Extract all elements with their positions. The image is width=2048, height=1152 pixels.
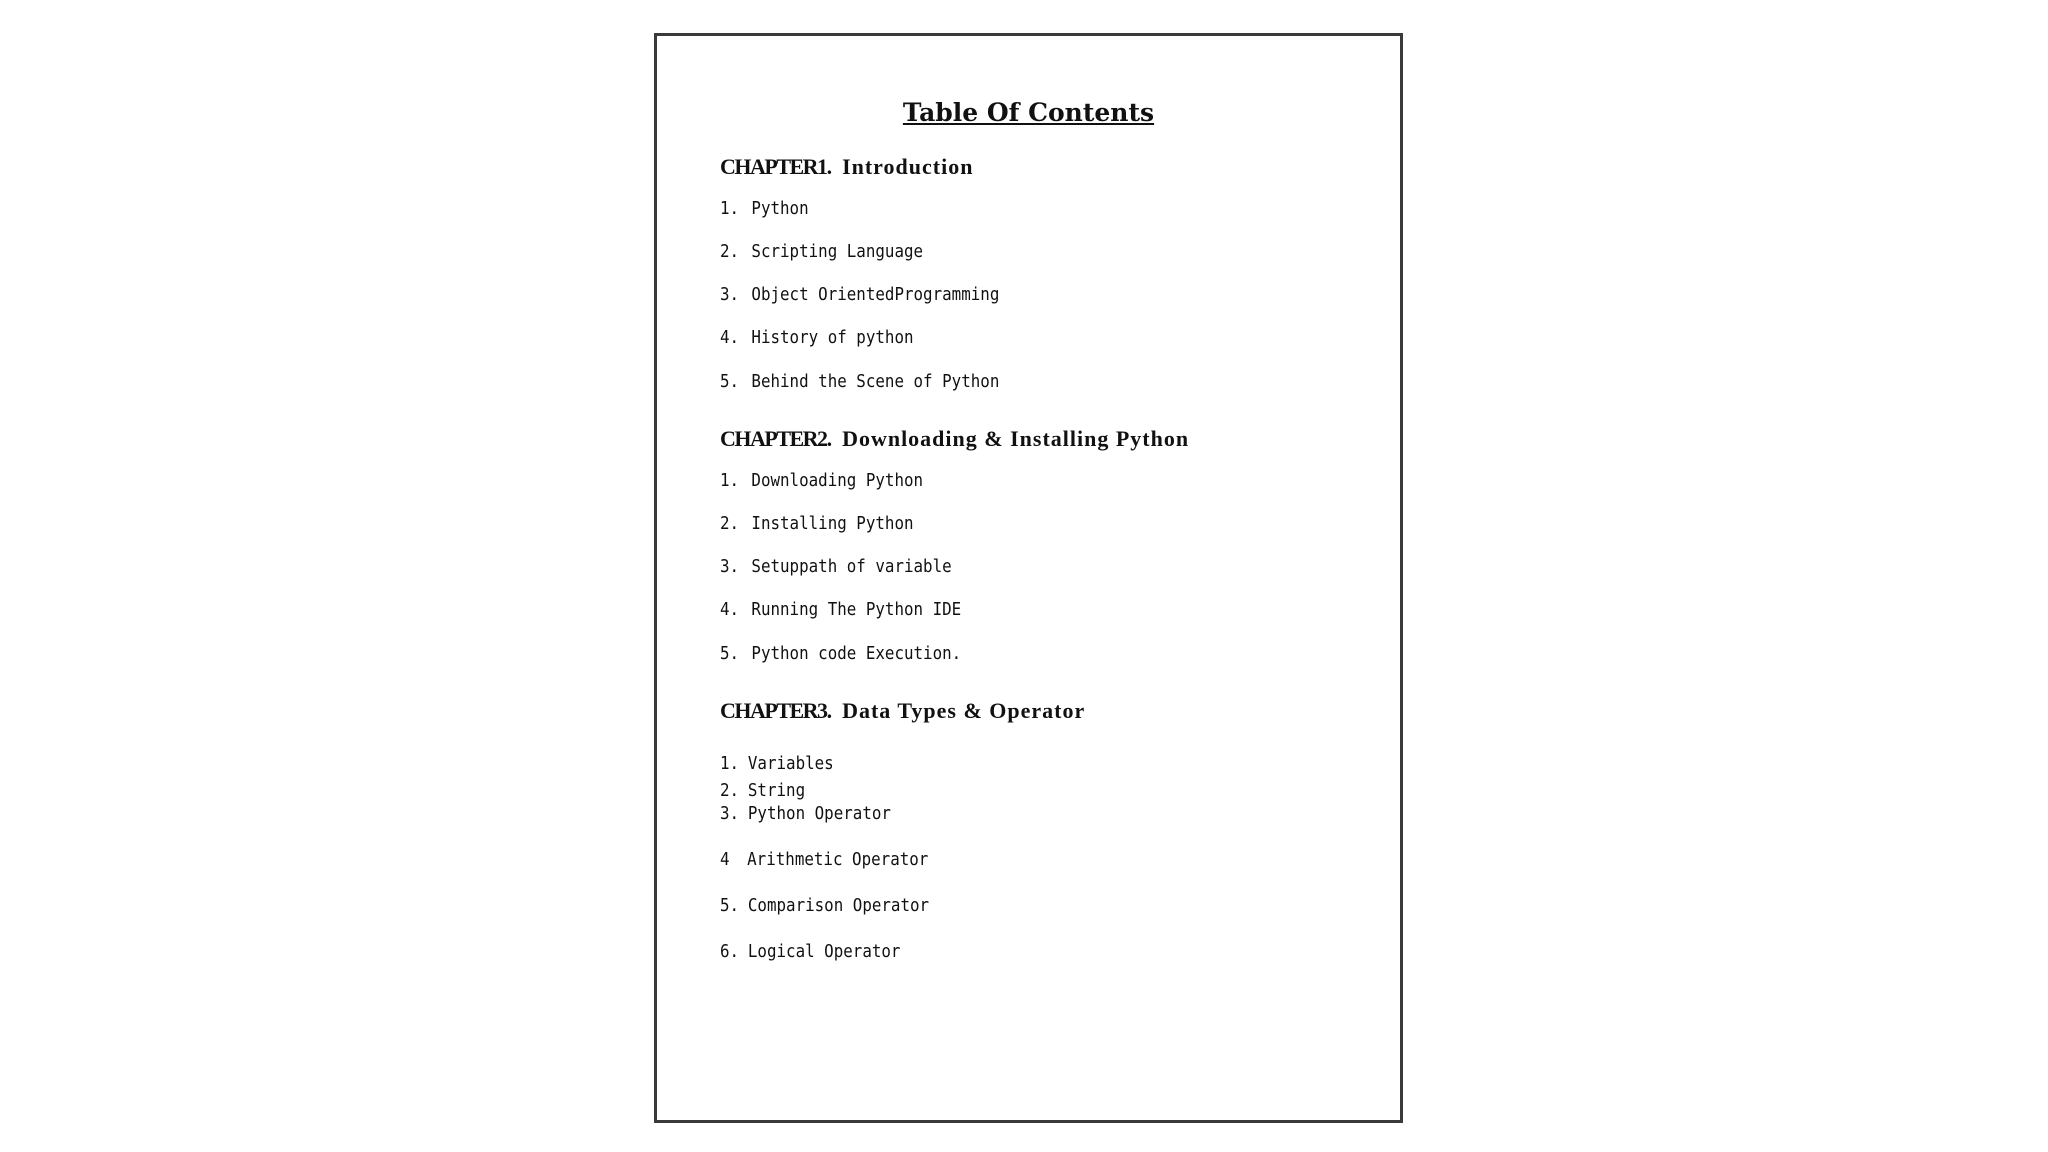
- toc-item-text: Behind the Scene of Python: [751, 371, 1000, 392]
- toc-item: [720, 941, 900, 962]
- toc-item-number: 5.: [720, 371, 740, 392]
- toc-item: [720, 643, 961, 664]
- toc-item-text: Downloading Python: [751, 470, 924, 491]
- toc-item-number: 1.: [720, 753, 740, 774]
- toc-item: [720, 803, 891, 824]
- toc-item: [720, 327, 914, 348]
- toc-item-text: Running The Python IDE: [751, 599, 962, 620]
- toc-item-text: Comparison Operator: [747, 895, 930, 916]
- toc-item-text: Object OrientedProgramming: [751, 284, 1000, 305]
- chapter-separator: .: [826, 154, 833, 179]
- chapter-heading-3: [720, 698, 1085, 724]
- toc-item-number: 5.: [720, 643, 740, 664]
- toc-item: [720, 284, 999, 305]
- toc-item-number: 3.: [720, 556, 740, 577]
- chapter-label: CHAPTER2: [720, 426, 827, 451]
- toc-item-number: 2.: [720, 241, 740, 262]
- toc-item-text: Setuppath of variable: [751, 556, 952, 577]
- toc-item-text: Installing Python: [751, 513, 914, 534]
- toc-item-text: Logical Operator: [747, 941, 901, 962]
- chapter-name: Introduction: [842, 154, 974, 179]
- chapter-separator: .: [826, 698, 833, 723]
- chapter-label: CHAPTER1: [720, 154, 827, 179]
- toc-item-number: 5.: [720, 895, 740, 916]
- toc-item-number: 4.: [720, 327, 740, 348]
- chapter-separator: .: [826, 426, 833, 451]
- toc-item-number: 4.: [720, 599, 740, 620]
- toc-item-number: 2.: [720, 780, 740, 801]
- chapter-heading-1: [720, 154, 973, 180]
- toc-item: [720, 241, 923, 262]
- toc-item: [720, 849, 928, 870]
- chapter-heading-2: [720, 426, 1189, 452]
- toc-item-number: 1.: [720, 198, 740, 219]
- toc-item-text: Python code Execution.: [751, 643, 962, 664]
- chapter-label: CHAPTER3: [720, 698, 827, 723]
- toc-item: [720, 198, 809, 219]
- chapter-name: Data Types & Operator: [842, 698, 1086, 723]
- toc-item: [720, 371, 999, 392]
- document-page: [654, 33, 1403, 1123]
- toc-item: [720, 780, 805, 801]
- toc-item-number: 3.: [720, 803, 740, 824]
- toc-item-text: Variables: [747, 753, 834, 774]
- toc-item-number: 2.: [720, 513, 740, 534]
- toc-item-text: History of python: [751, 327, 914, 348]
- toc-item-number: 6.: [720, 941, 740, 962]
- toc-item: [720, 895, 929, 916]
- toc-item-number: 4: [720, 849, 730, 870]
- toc-item: [720, 753, 834, 774]
- toc-item-text: Python: [751, 198, 809, 219]
- chapter-name: Downloading & Installing Python: [842, 426, 1190, 451]
- toc-item: [720, 470, 923, 491]
- toc-item: [720, 556, 952, 577]
- toc-item: [720, 599, 961, 620]
- toc-item: [720, 513, 914, 534]
- toc-item-text: Python Operator: [747, 803, 891, 824]
- toc-item-text: Scripting Language: [751, 241, 924, 262]
- toc-title: Table Of Contents: [902, 98, 1155, 127]
- toc-item-number: 3.: [720, 284, 740, 305]
- toc-item-text: String: [747, 780, 806, 801]
- toc-item-number: 1.: [720, 470, 740, 491]
- toc-item-text: Arithmetic Operator: [747, 849, 929, 870]
